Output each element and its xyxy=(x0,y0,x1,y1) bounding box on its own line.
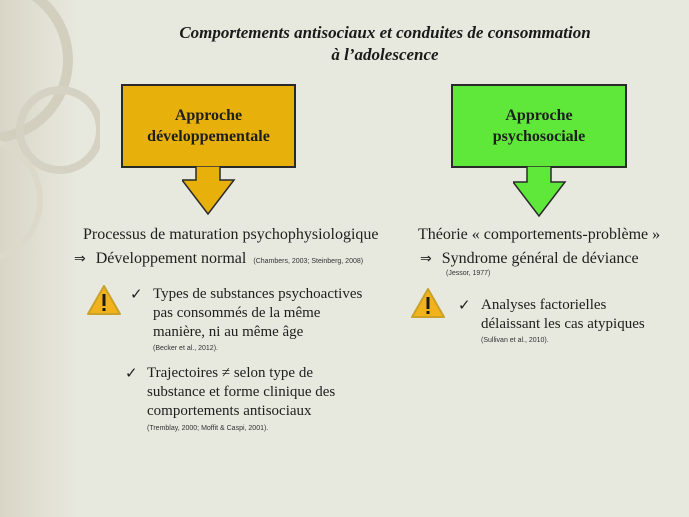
box-dev-line-1: Approche xyxy=(174,107,243,124)
box-psy-line-1: Approche xyxy=(505,107,573,124)
right-heading: Théorie « comportements-problème » xyxy=(418,226,661,243)
check-icon: ✓ xyxy=(125,364,138,382)
left-bullet-2-line-2: substance et forme clinique des xyxy=(147,384,336,400)
right-subheading: Syndrome général de déviance xyxy=(441,250,639,267)
left-bullet-2-line-1: Trajectoires ≠ selon type de xyxy=(147,365,313,381)
left-heading: Processus de maturation psychophysiologique xyxy=(83,226,379,243)
left-bullet-1 xyxy=(153,285,362,342)
title-line-2: à l’adolescence xyxy=(331,45,439,64)
left-bullet-2 xyxy=(147,364,335,421)
right-bullet-1-ref: (Sullivan et al., 2010). xyxy=(481,337,549,344)
left-bullet-1-line-3: manière, ni au même âge xyxy=(153,324,304,340)
box-developmental-approach xyxy=(121,84,296,168)
right-bullet-1 xyxy=(481,296,645,334)
warning-icon xyxy=(410,287,446,319)
slide-title xyxy=(100,22,670,66)
right-bullet-1-line-2: délaissant les cas atypiques xyxy=(481,316,645,332)
left-bullet-1-line-1: Types de substances psychoactives xyxy=(153,286,363,302)
right-bullet-1-line-1: Analyses factorielles xyxy=(481,297,607,313)
box-psy-line-2: psychosociale xyxy=(492,128,586,145)
left-bullet-1-ref: (Becker et al., 2012). xyxy=(153,345,218,352)
left-subheading-row xyxy=(74,250,363,268)
left-bullet-2-line-3: comportements antisociaux xyxy=(147,403,312,419)
box-dev-line-2: développementale xyxy=(147,128,270,145)
left-bullet-1-line-2: pas consommés de la même xyxy=(153,305,321,321)
implies-arrow-icon: ⇒ xyxy=(420,251,432,267)
box-psychosocial-approach xyxy=(451,84,627,168)
title-line-1: Comportements antisociaux et conduites de consommation xyxy=(179,23,591,42)
arrow-down-dev xyxy=(182,166,236,216)
check-icon: ✓ xyxy=(458,296,471,314)
left-bullet-2-ref: (Tremblay, 2000; Moffit & Caspi, 2001). xyxy=(147,425,269,432)
arrow-down-psy xyxy=(513,166,567,218)
left-subheading: Développement normal xyxy=(95,250,247,267)
decorative-circles xyxy=(0,0,100,260)
right-subheading-ref: (Jessor, 1977) xyxy=(446,270,491,277)
warning-icon xyxy=(86,284,122,316)
left-subheading-ref: (Chambers, 2003; Steinberg, 2008) xyxy=(253,258,364,265)
right-subheading-row xyxy=(420,250,639,268)
implies-arrow-icon: ⇒ xyxy=(74,251,86,267)
check-icon: ✓ xyxy=(130,285,143,303)
